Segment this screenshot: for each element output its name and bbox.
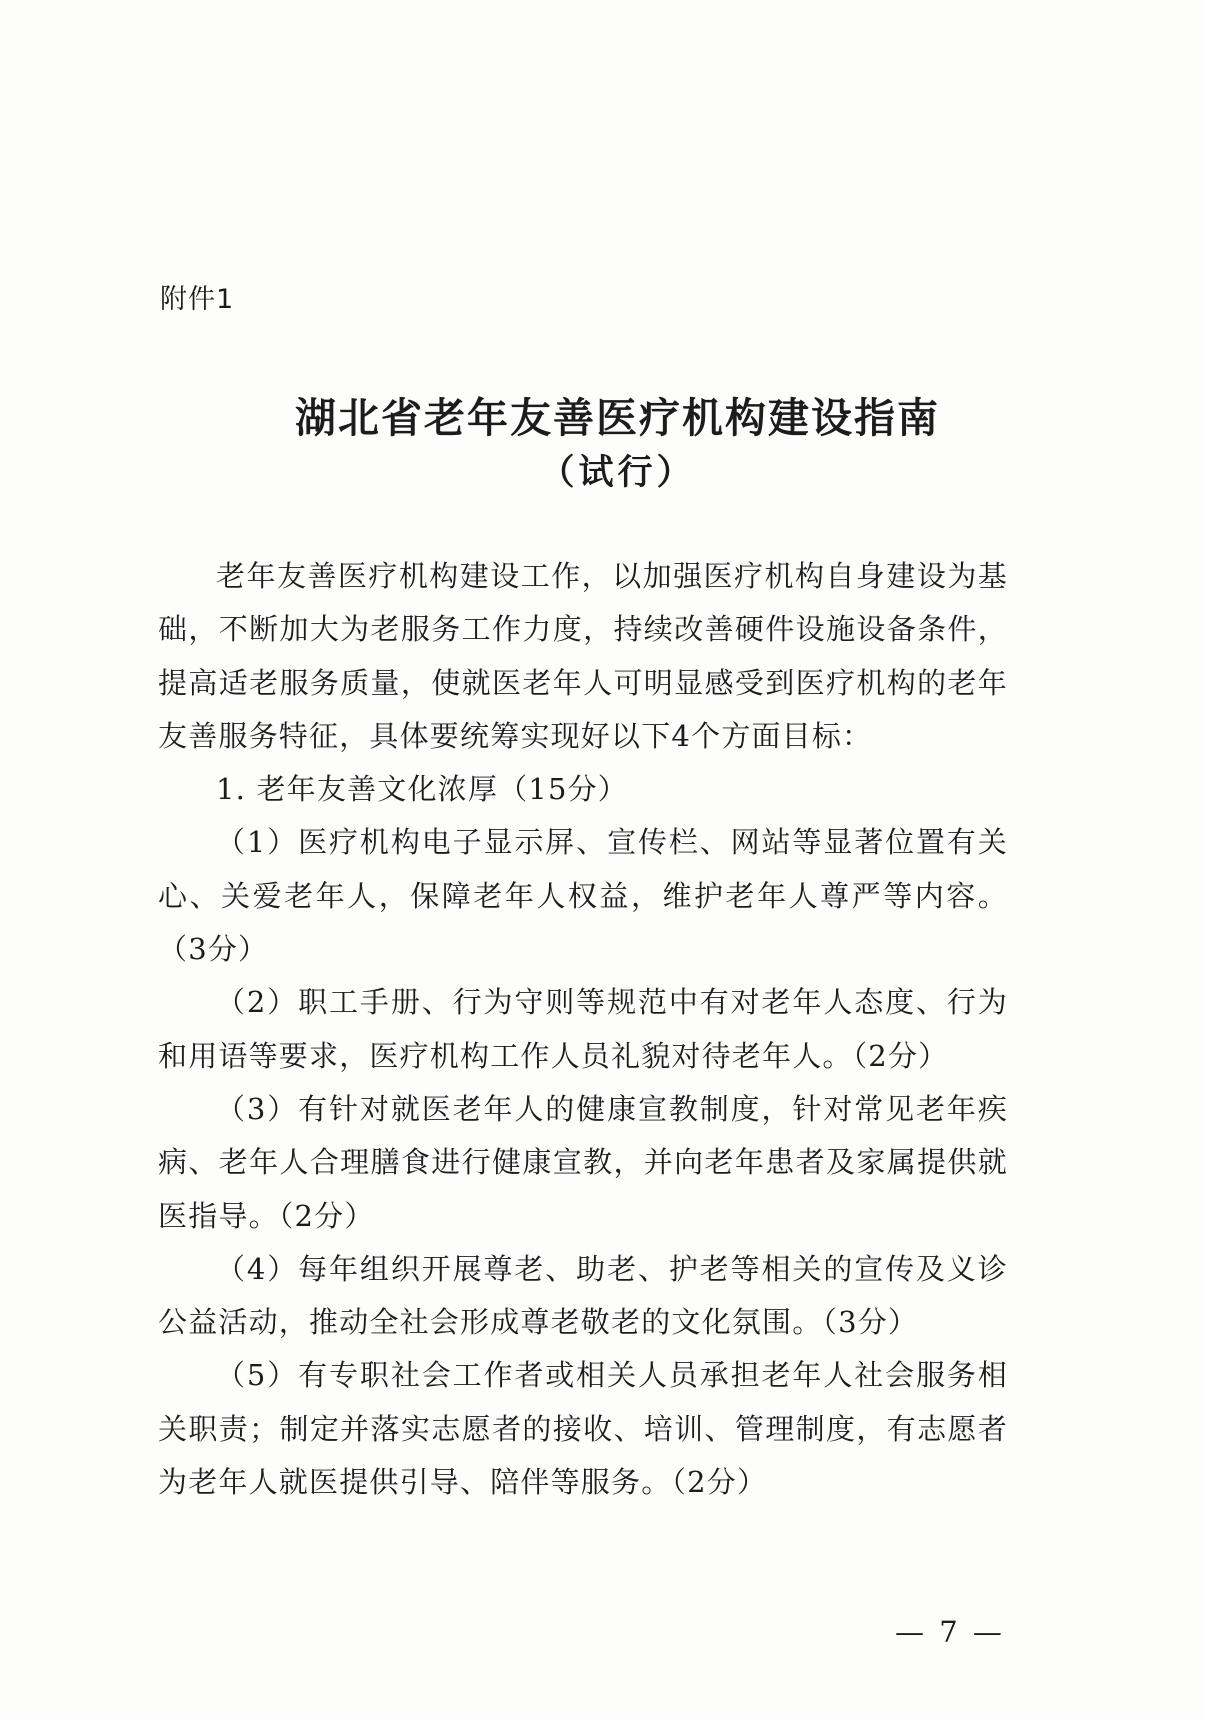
item-paragraph: （5）有专职社会工作者或相关人员承担老年人社会服务相关职责；制定并落实志愿者的接收、培训、管理制度，有志愿者为老年人就医提供引导、陪伴等服务。（2分） <box>158 1358 1008 1500</box>
document-subtitle: （试行） <box>539 452 696 493</box>
section-heading: 1. 老年友善文化浓厚（15分） <box>216 772 628 807</box>
item-paragraph: （4）每年组织开展尊老、助老、护老等相关的宣传及义诊公益活动，推动全社会形成尊老敬老的文化氛围。（3分） <box>158 1251 1008 1340</box>
intro-paragraph: 老年友善医疗机构建设工作，以加强医疗机构自身建设为基础，不断加大为老服务工作力度，持续改善硬件设施设备条件，提高适老服务质量，使就医老年人可明显感受到医疗机构的老年友善服务特征，具体要统筹实现好以下4个方面目标： <box>158 559 1008 753</box>
document-title: 湖北省老年友善医疗机构建设指南 <box>295 394 940 442</box>
page-number: — 7 — <box>895 1615 1005 1649</box>
item-paragraph: （1）医疗机构电子显示屏、宣传栏、网站等显著位置有关心、关爱老年人，保障老年人权益，维护老年人尊严等内容。（3分） <box>158 825 1008 967</box>
item-paragraph: （3）有针对就医老年人的健康宣教制度，针对常见老年疾病、老年人合理膳食进行健康宣教，并向老年患者及家属提供就医指导。（2分） <box>158 1091 1008 1233</box>
document-body <box>158 550 1008 1509</box>
attachment-label: 附件1 <box>160 284 235 315</box>
item-paragraph: （2）职工手册、行为守则等规范中有对老年人态度、行为和用语等要求，医疗机构工作人员礼貌对待老年人。（2分） <box>158 985 1008 1073</box>
